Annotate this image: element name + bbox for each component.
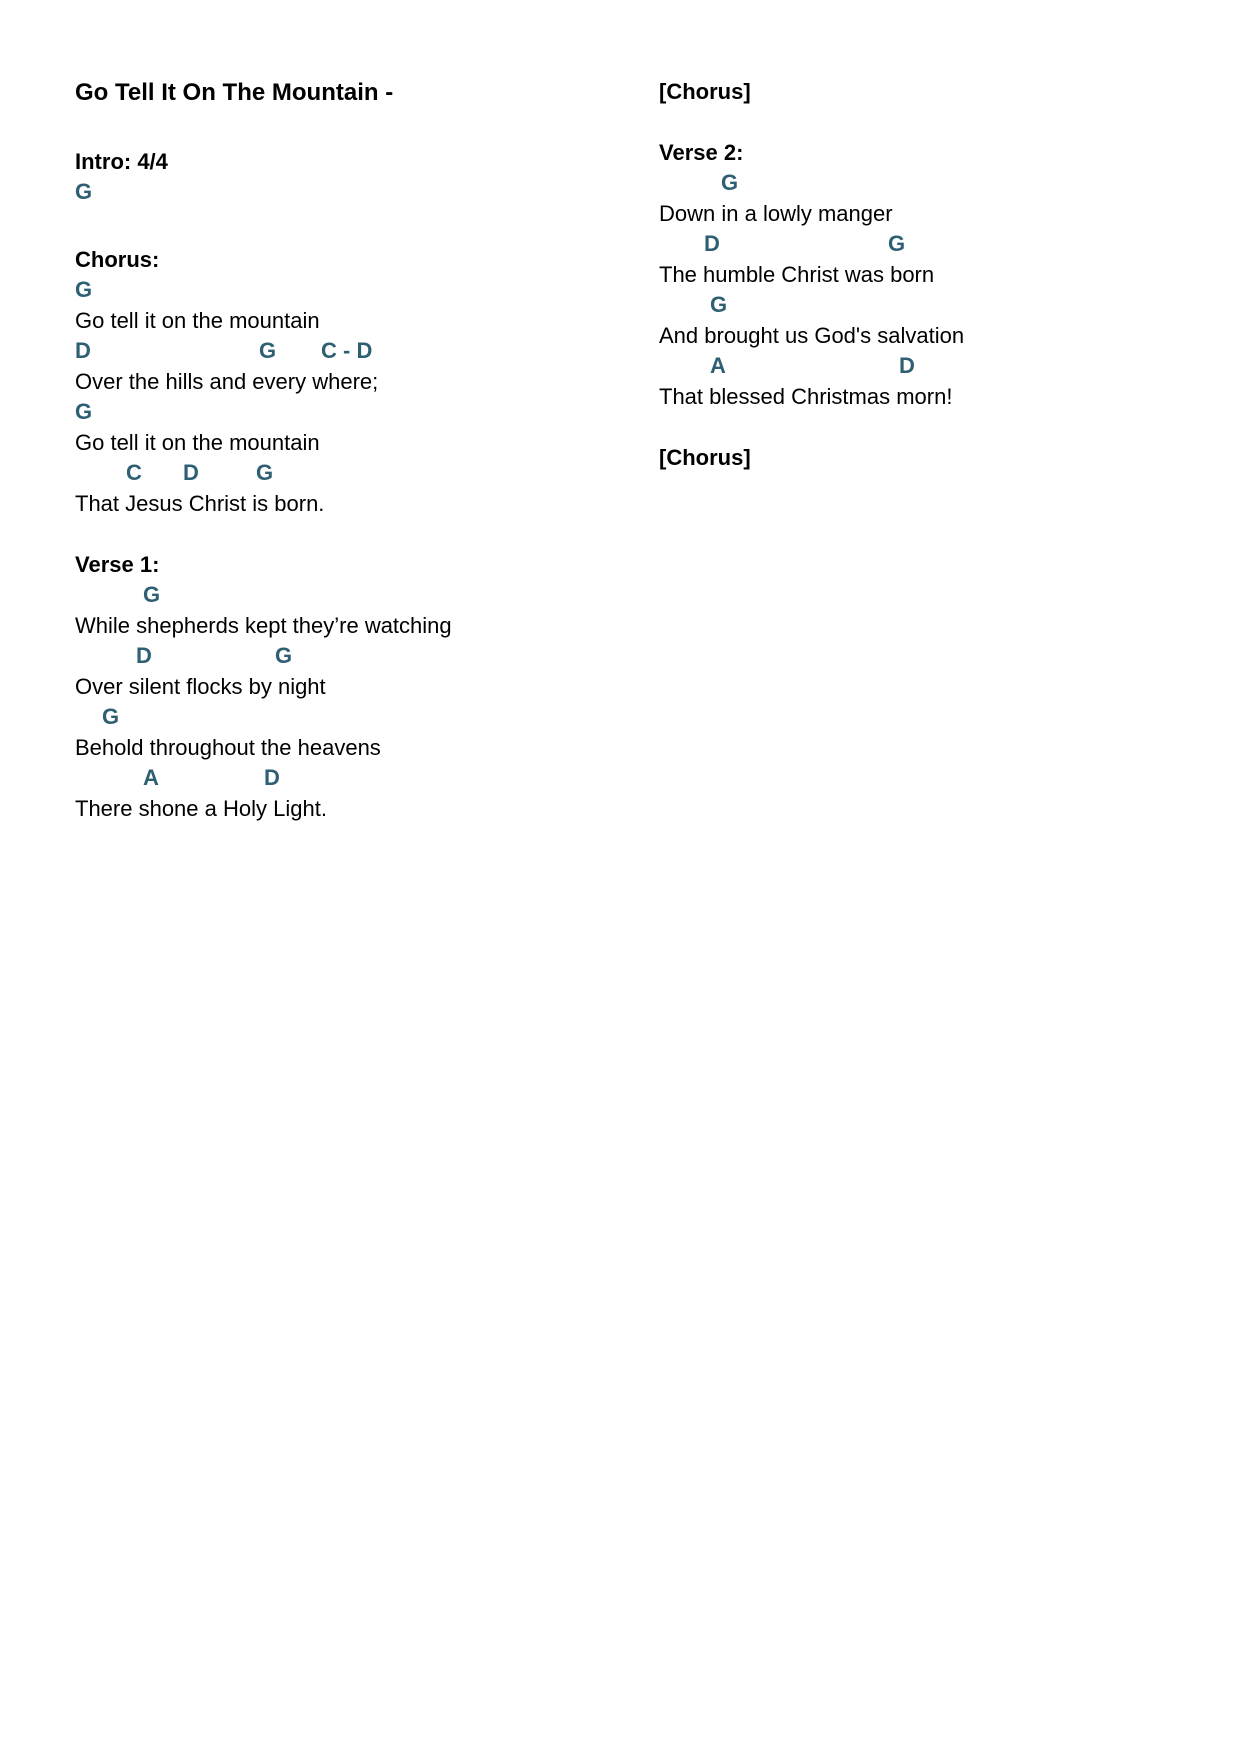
chord: D (136, 643, 152, 668)
chord: G (102, 704, 120, 729)
chord: A (143, 765, 159, 790)
lyric-line: Go tell it on the mountain (75, 308, 320, 333)
lyric-line: Behold throughout the heavens (75, 735, 381, 760)
lyric-line: And brought us God's salvation (659, 323, 965, 348)
lyric-line: There shone a Holy Light. (75, 796, 327, 821)
chord: D (704, 231, 720, 256)
chord: D (899, 353, 915, 378)
chord: A (710, 353, 726, 378)
chord: G (721, 170, 739, 195)
lyric-line: That blessed Christmas morn! (659, 384, 953, 409)
chorus-reference: [Chorus] (659, 445, 751, 470)
song-title: Go Tell It On The Mountain - (75, 79, 394, 106)
chord: G (256, 460, 274, 485)
chorus-reference: [Chorus] (659, 79, 751, 104)
verse1-heading: Verse 1: (75, 552, 160, 577)
lyric-line: Down in a lowly manger (659, 201, 893, 226)
lyric-line: While shepherds kept they’re watching (75, 613, 452, 638)
lyric-line: Over the hills and every where; (75, 369, 379, 394)
chord: D (264, 765, 280, 790)
chord: G (75, 399, 93, 424)
verse2-heading: Verse 2: (659, 140, 744, 165)
lyric-line: The humble Christ was born (659, 262, 935, 287)
chord: G (710, 292, 728, 317)
chord: G (259, 338, 277, 363)
chord: C - D (321, 338, 373, 363)
chord: G (275, 643, 293, 668)
chord: G (143, 582, 161, 607)
chord: C (126, 460, 142, 485)
chord: G (888, 231, 906, 256)
intro-heading: Intro: 4/4 (75, 149, 168, 174)
chorus-heading: Chorus: (75, 247, 160, 272)
lyric-line: Over silent flocks by night (75, 674, 326, 699)
chord: D (75, 338, 91, 363)
chord: G (75, 179, 93, 204)
lyric-line: Go tell it on the mountain (75, 430, 320, 455)
lyric-line: That Jesus Christ is born. (75, 491, 325, 516)
chord: D (183, 460, 199, 485)
chord: G (75, 277, 93, 302)
